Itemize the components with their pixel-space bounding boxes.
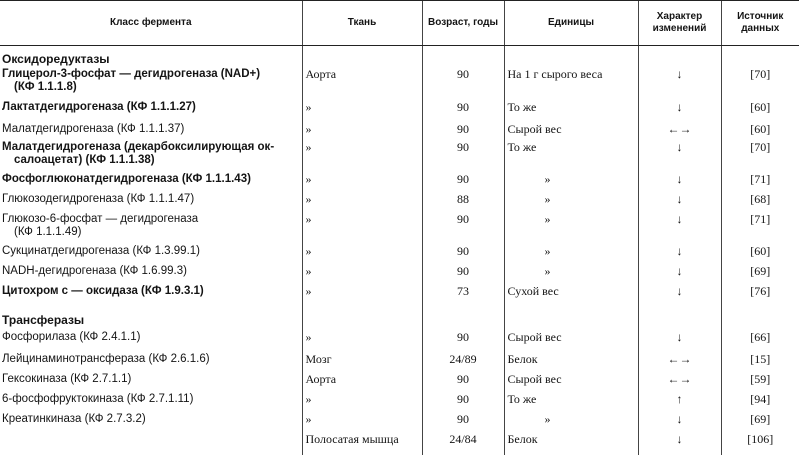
- change-arrow-icon: ↓: [638, 245, 721, 265]
- header-change: Характер изменений: [638, 1, 721, 46]
- enzyme-name: Фосфоглюконатдегидрогеназа (КФ 1.1.1.43): [2, 172, 251, 185]
- age: 90: [422, 68, 504, 101]
- source: [71]: [721, 213, 799, 245]
- enzyme-name: Глюкозодегидрогеназа (КФ 1.1.1.47): [2, 192, 195, 205]
- source: [68]: [721, 193, 799, 213]
- change-arrow-icon: ↓: [638, 141, 721, 173]
- header-tissue: Ткань: [302, 1, 422, 46]
- enzyme-name: Гексокиназа (КФ 2.7.1.1): [2, 372, 132, 385]
- enzyme-name: Глицерол-3-фосфат — дегидрогеназа (NAD+) (КФ 1.1.1.8): [2, 67, 261, 93]
- units: »: [504, 213, 638, 245]
- enzyme-name: [0, 433, 302, 455]
- age: 90: [422, 393, 504, 413]
- tissue: »: [302, 141, 422, 173]
- source: [69]: [721, 413, 799, 433]
- tissue: Аорта: [302, 373, 422, 393]
- age: 88: [422, 193, 504, 213]
- group-row: [0, 46, 799, 68]
- source: [71]: [721, 173, 799, 193]
- units: Сырой вес: [504, 373, 638, 393]
- age: 24/84: [422, 433, 504, 455]
- units: »: [504, 173, 638, 193]
- age: 90: [422, 141, 504, 173]
- change-arrow-icon: ↓: [638, 101, 721, 123]
- age: 90: [422, 101, 504, 123]
- age: 90: [422, 173, 504, 193]
- change-arrow-icon: ↓: [638, 213, 721, 245]
- source: [60]: [721, 101, 799, 123]
- table-row: [0, 433, 799, 455]
- header-units: Единицы: [504, 1, 638, 46]
- change-arrow-icon: ↓: [638, 331, 721, 353]
- units: »: [504, 265, 638, 285]
- units: Сухой вес: [504, 285, 638, 307]
- table-row: [0, 213, 799, 245]
- units: То же: [504, 141, 638, 173]
- table-row: [0, 123, 799, 141]
- table-row: [0, 353, 799, 373]
- age: 90: [422, 373, 504, 393]
- tissue: »: [302, 213, 422, 245]
- units: Сырой вес: [504, 123, 638, 141]
- enzyme-name: Малатдегидрогеназа (КФ 1.1.1.37): [2, 122, 185, 135]
- table-row: [0, 285, 799, 307]
- change-arrow-icon: ↑: [638, 393, 721, 413]
- source: [15]: [721, 353, 799, 373]
- age: 24/89: [422, 353, 504, 373]
- tissue: »: [302, 331, 422, 353]
- table-row: [0, 68, 799, 101]
- change-arrow-icon: ↓: [638, 68, 721, 101]
- table-row: [0, 393, 799, 413]
- source: [69]: [721, 265, 799, 285]
- age: 90: [422, 245, 504, 265]
- enzyme-name: NADH-дегидрогеназа (КФ 1.6.99.3): [2, 264, 187, 277]
- age: 90: [422, 265, 504, 285]
- source: [60]: [721, 123, 799, 141]
- change-arrow-icon: ←→: [638, 123, 721, 141]
- change-arrow-icon: ↓: [638, 193, 721, 213]
- enzyme-name: Креатинкиназа (КФ 2.7.3.2): [2, 412, 146, 425]
- enzyme-name: Фосфорилаза (КФ 2.4.1.1): [2, 330, 141, 343]
- units: Сырой вес: [504, 331, 638, 353]
- enzyme-name: Лейцинаминотрансфераза (КФ 2.6.1.6): [2, 352, 210, 365]
- age: 90: [422, 331, 504, 353]
- age: 90: [422, 213, 504, 245]
- source: [70]: [721, 68, 799, 101]
- change-arrow-icon: ←→: [638, 373, 721, 393]
- table-row: [0, 245, 799, 265]
- tissue: »: [302, 101, 422, 123]
- table-row: [0, 373, 799, 393]
- table-header-row: [0, 1, 799, 46]
- tissue: »: [302, 413, 422, 433]
- table-row: [0, 193, 799, 213]
- units: То же: [504, 101, 638, 123]
- units: Белок: [504, 433, 638, 455]
- units: »: [504, 245, 638, 265]
- group-label-oxidoreductases: Оксидоредуктазы: [2, 52, 110, 66]
- tissue: »: [302, 173, 422, 193]
- units: Белок: [504, 353, 638, 373]
- header-enzyme-class: Класс фермента: [0, 1, 302, 46]
- source: [94]: [721, 393, 799, 413]
- enzyme-name: Лактатдегидрогеназа (КФ 1.1.1.27): [2, 100, 196, 113]
- tissue: Полосатая мышца: [302, 433, 422, 455]
- tissue: »: [302, 193, 422, 213]
- tissue: »: [302, 265, 422, 285]
- units: »: [504, 413, 638, 433]
- age: 90: [422, 413, 504, 433]
- change-arrow-icon: ↓: [638, 433, 721, 455]
- change-arrow-icon: ↓: [638, 173, 721, 193]
- tissue: »: [302, 393, 422, 413]
- tissue: »: [302, 245, 422, 265]
- table-row: [0, 331, 799, 353]
- table-row: [0, 173, 799, 193]
- change-arrow-icon: ←→: [638, 353, 721, 373]
- tissue: Аорта: [302, 68, 422, 101]
- table-row: [0, 265, 799, 285]
- age: 90: [422, 123, 504, 141]
- enzyme-name: Сукцинатдегидрогеназа (КФ 1.3.99.1): [2, 244, 200, 257]
- source: [70]: [721, 141, 799, 173]
- source: [66]: [721, 331, 799, 353]
- enzyme-name: 6-фосфофруктокиназа (КФ 2.7.1.11): [2, 392, 194, 405]
- source: [59]: [721, 373, 799, 393]
- header-source: Источник данных: [721, 1, 799, 46]
- table-row: [0, 413, 799, 433]
- enzyme-name: Глюкозо-6-фосфат — дегидрогеназа (КФ 1.1.1.49): [2, 212, 199, 238]
- units: »: [504, 193, 638, 213]
- tissue: »: [302, 285, 422, 307]
- age: 73: [422, 285, 504, 307]
- enzyme-name: Цитохром c — оксидаза (КФ 1.9.3.1): [2, 284, 204, 297]
- units: То же: [504, 393, 638, 413]
- change-arrow-icon: ↓: [638, 265, 721, 285]
- enzyme-name: Малатдегидрогеназа (декарбоксилирующая ок- салоацетат) (КФ 1.1.1.38): [2, 140, 275, 166]
- source: [106]: [721, 433, 799, 455]
- change-arrow-icon: ↓: [638, 285, 721, 307]
- group-row: [0, 307, 799, 331]
- table-row: [0, 101, 799, 123]
- source: [60]: [721, 245, 799, 265]
- change-arrow-icon: ↓: [638, 413, 721, 433]
- group-label-transferases: Трансферазы: [2, 312, 85, 327]
- source: [76]: [721, 285, 799, 307]
- tissue: »: [302, 123, 422, 141]
- units: На 1 г сырого веса: [504, 68, 638, 101]
- header-age: Возраст, годы: [422, 1, 504, 46]
- tissue: Мозг: [302, 353, 422, 373]
- table-row: [0, 141, 799, 173]
